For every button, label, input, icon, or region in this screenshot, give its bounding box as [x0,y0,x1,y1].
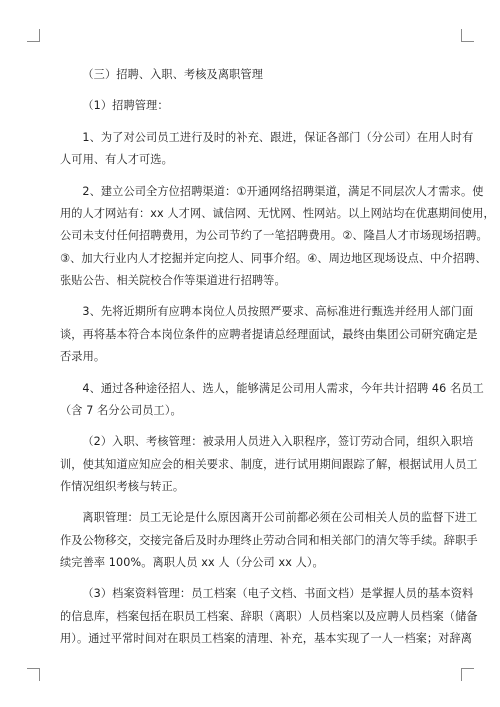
crop-mark-top-right [461,29,474,42]
paragraph-3 [60,301,478,368]
text-line: 用）。通过平常时间对在职员工档案的清理、补充，基本实现了一人一档案；对辞离 [60,632,473,646]
text-line: 人可用、有人才可选。 [60,153,173,167]
document-body [60,64,495,660]
text-line: 2、建立公司全方位招聘渠道：①开通网络招聘渠道，满足不同层次人才需求。使 [82,184,484,198]
paragraph-4 [60,378,484,423]
text-line: 公司未支付任何招聘费用，为公司节约了一笔招聘费用。②、隆昌人才市场现场招聘。 [60,229,488,243]
text-line: （2）入职、考核管理：被录用人员进入入职程序，签订劳动合同，组织入职培 [82,435,474,449]
paragraph-2 [60,181,495,292]
crop-mark-bottom-right [461,668,474,681]
text-line: 谈，再将基本符合本岗位条件的应聘者提请总经理面试，最终由集团公司研究确定是 [60,327,478,341]
crop-mark-top-left [27,29,40,42]
crop-mark-bottom-left [27,668,40,681]
text-line: （三）招聘、入职、考核及离职管理 [82,68,263,81]
text-line: 否录用。 [60,350,106,364]
paragraph-resignation [60,507,478,574]
text-line: ③、加大行业内人才挖掘并定向挖人、同事介绍。④、周边地区现场设点、中介招聘、 [60,251,487,265]
text-line: 的信息库，档案包括在职员工档案、辞职（离职）人员档案以及应聘人员档案（储备 [60,609,478,623]
text-line: 离职管理：员工无论是什么原因离开公司前都必须在公司相关人员的监督下进工 [82,511,478,525]
text-line: 4、通过各种途径招人、选人，能够满足公司用人需求，今年共计招聘 46 名员工 [82,381,484,395]
text-line: 训，使其知道应知应会的相关要求、制度，进行试用期间跟踪了解，根据试用人员工 [60,457,478,471]
text-line: 1、为了对公司员工进行及时的补充、跟进，保证各部门（分公司）在用人时有 [82,130,474,144]
text-line: 3、先将近期所有应聘本岗位人员按照严要求、高标准进行甄选并经用人部门面 [82,305,474,319]
paragraph-1 [60,127,474,172]
subsection-heading-recruitment [60,95,444,117]
text-line: 续完善率 100%。离职人员 xx 人（分公司 xx 人）。 [60,555,324,569]
text-line: （含 7 名分公司员工）。 [60,403,182,417]
text-line: 作及公物移交，交接完备后及时办理终止劳动合同和相关部门的清欠等手续。辞职手 [60,533,478,547]
paragraph-archives [60,583,478,650]
text-line: （3）档案资料管理：员工档案（电子文档、书面文档）是掌握人员的基本资料 [82,587,474,601]
text-line: （1）招聘管理： [82,99,169,113]
text-line: 用的人才网站有：xx 人才网、诚信网、无忧网、性网站。以上网站均在优惠期间使用， [60,207,495,221]
text-line: 作情况组织考核与转正。 [60,479,185,493]
section-heading [60,64,444,86]
text-line: 张贴公告、相关院校合作等渠道进行招聘等。 [60,273,286,287]
paragraph-onboarding [60,431,478,498]
